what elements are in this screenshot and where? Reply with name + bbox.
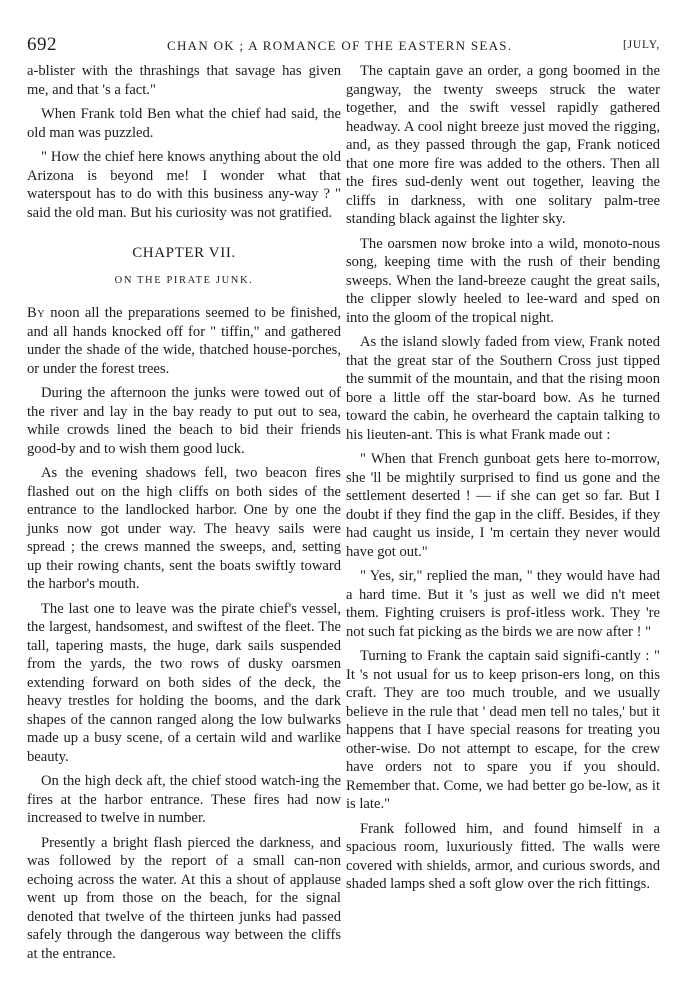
chapter-subtitle: ON THE PIRATE JUNK. [114,274,254,286]
paragraph: As the island slowly faded from view, Frank noted that the great star of the Southern Cross just tipped the summit of the mountain, and that the rising moon bore a little off the star-board bow. As he turned toward the cabin, he overheard the captain talking to his lieuten-ant. This is what Frank made out : [346,334,660,443]
page-number: 692 [27,34,57,55]
paragraph: Frank followed him, and found himself in a spacious room, luxuriously fitted. The walls were covered with shields, armor, and curious swords, and shaded lamps shed a soft glow over the rich fittings. [346,820,660,892]
paragraph: Turning to Frank the captain said signifi-cantly : " It 's not usual for us to keep prison-ers long, on this craft. They are too much trouble, and we usually believe in the rule that ' dead men tell no tales,' but it happens that I have special reasons for treating you other-wise. Do not attempt to escape, for the crew have orders not to spare you if you should. Remember that. Come, we had better go be-low, as it is late." [346,648,660,812]
paragraph: On the high deck aft, the chief stood watch-ing the fires at the harbor entrance. These fires had now increased to twelve in number. [27,773,341,826]
opening-paragraph-text: noon all the preparations seemed to be finished, and all hands knocked off for " tiffin," and gathered under the shade of the wide, thatched house-porches, or under the forest trees. [27,305,341,377]
header-month: [JULY, [623,39,660,51]
chapter-title: CHAPTER VII. [132,245,236,261]
paragraph: The captain gave an order, a gong boomed in the gangway, the twenty sweeps struck the water together, and the swift vessel rapidly gathered headway. A cool night breeze just moved the rigging, and, as they passed through the gap, Frank noticed that one more fire was added to the others. Then all the fires sud-denly went out together, leaving the cliffs in darkness, with one solitary palm-tree standing black against the lighter sky. [346,63,660,227]
running-header [27,34,660,60]
chapter-opening-paragraph [27,304,341,378]
opening-word: By [27,305,45,321]
paragraph: When Frank told Ben what the chief had said, the old man was puzzled. [27,106,341,141]
paragraph: Presently a bright flash pierced the darkness, and was followed by the report of a small can-non echoing across the water. At this a shout of applause went up from those on the beach, for the signal denoted that twelve of the thirteen junks had passed safely through the dangerous way between the cliffs at the entrance. [27,834,341,962]
paragraph: a-blister with the thrashings that savage has given me, and that 's a fact." [27,63,341,98]
paragraph: " How the chief here knows anything about the old Arizona is beyond me! I wonder what that waterspout has to do with this business any-way ? " said the old man. But his curiosity was not gratified. [27,149,341,221]
right-column [346,62,660,900]
paragraph: " When that French gunboat gets here to-morrow, she 'll be mightily surprised to find us gone and the settlement deserted ! — if she can get so far. But I doubt if they find the gap in the cliff. Besides, if they had caught us inside, I 'm certain they never would have got out." [346,451,660,560]
left-column [27,62,341,969]
running-title: CHAN OK ; A ROMANCE OF THE EASTERN SEAS. [167,38,513,53]
paragraph: During the afternoon the junks were towed out of the river and lay in the bay ready to put out to sea, while crowds lined the beach to bid their friends good-by and to wish them good luck. [27,385,341,457]
paragraph: As the evening shadows fell, two beacon fires flashed out on the high cliffs on both sides of the entrance to the landlocked harbor. One by one the junks now got under way. The heavy sails were spread ; the crews manned the sweeps, and, setting up their rowing chants, sent the boats swiftly toward the harbor's mouth. [27,465,341,592]
paragraph: " Yes, sir," replied the man, " they would have had a hard time. But it 's just as well we did n't meet them. Fighting cruisers is prof-itless work. They 're not such fat picking as the birds we are now after ! " [346,568,660,640]
paragraph: The last one to leave was the pirate chief's vessel, the largest, handsomest, and swiftest of the fleet. The tall, tapering masts, the huge, dark sails suspended from the yards, the two rows of dusky oarsmen extending forward on both sides of the deck, the heavy trestles for holding the booms, and the dark shapes of the cannon ranged along the low bulwarks made up a busy scene, of a certain wild and warlike beauty. [27,600,341,765]
paragraph: The oarsmen now broke into a wild, monoto-nous song, keeping time with the rush of their bending sweeps. When the land-breeze caught the great sails, the clipper slowly heeled to lee-ward and sped on into the gloom of the tropical night. [346,235,660,326]
